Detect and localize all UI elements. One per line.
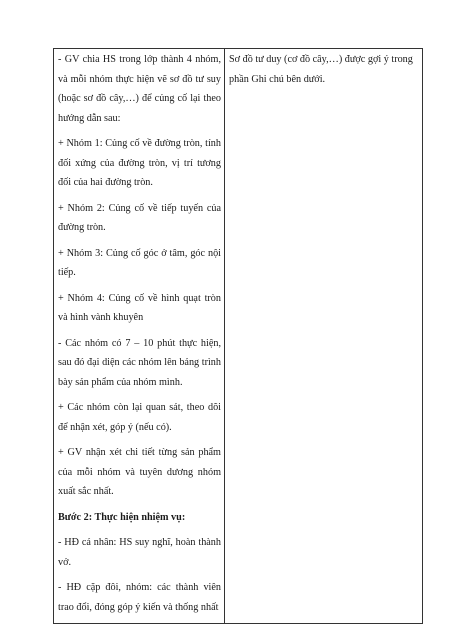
group-3-paragraph: + Nhóm 3: Củng cố góc ở tâm, góc nội tiếp.	[58, 247, 221, 278]
step-2-heading: Bước 2: Thực hiện nhiệm vụ:	[58, 511, 186, 523]
mindmap-note: Sơ đồ tư duy (cơ đồ cây,…) được gợi ý trong phần Ghi chú bên dưới.	[229, 54, 413, 85]
group-2-paragraph: + Nhóm 2: Củng cố về tiếp tuyến của đường tròn.	[58, 202, 221, 233]
group-4-paragraph: + Nhóm 4: Củng cố về hình quạt tròn và hình vành khuyên	[58, 292, 221, 323]
teacher-review-paragraph: + GV nhận xét chi tiết từng sản phẩm của mỗi nhóm và tuyên dương nhóm xuất sắc nhất.	[58, 447, 221, 497]
table-row	[54, 49, 423, 624]
individual-activity-paragraph: - HĐ cá nhân: HS suy nghĩ, hoàn thành vở.	[58, 537, 221, 568]
group-1-paragraph: + Nhóm 1: Củng cố về đường tròn, tính đối xứng của đường tròn, vị trí tương đối của hai đường tròn.	[58, 138, 221, 188]
time-limit-paragraph: - Các nhóm có 7 – 10 phút thực hiện, sau đó đại diện các nhóm lên bảng trình bày sản phẩm của nhóm mình.	[58, 337, 221, 388]
activity-column	[54, 49, 225, 624]
pair-group-activity-paragraph: - HĐ cặp đôi, nhóm: các thành viên trao đổi, đóng góp ý kiến và thống nhất	[58, 582, 221, 613]
lesson-table	[53, 48, 423, 624]
task-intro-paragraph: - GV chia HS trong lớp thành 4 nhóm, và mỗi nhóm thực hiện vẽ sơ đồ tư suy (hoặc sơ đồ cây,…) để củng cố lại theo hướng dẫn sau:	[58, 54, 221, 124]
product-column	[225, 49, 423, 624]
observe-paragraph: + Các nhóm còn lại quan sát, theo dõi để nhận xét, góp ý (nếu có).	[58, 402, 221, 433]
